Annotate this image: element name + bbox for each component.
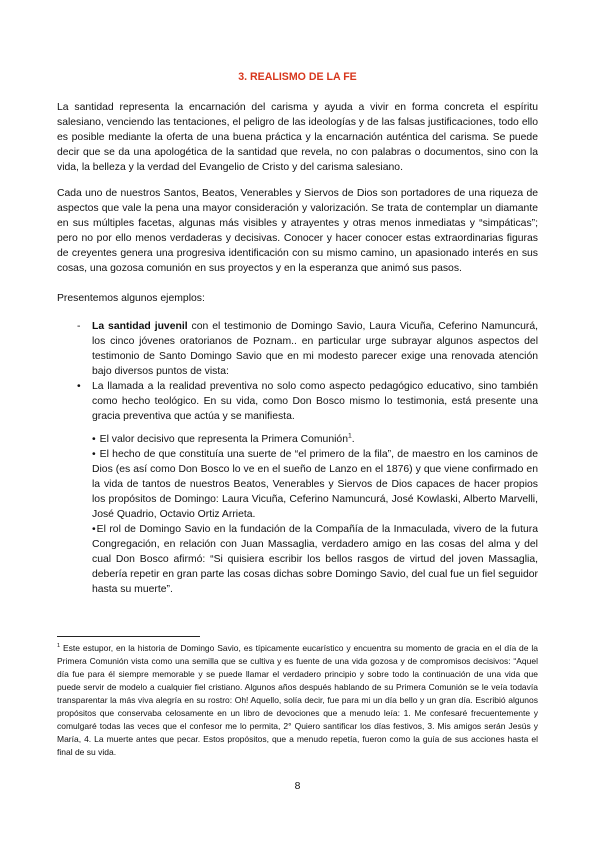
intro-paragraph: Cada uno de nuestros Santos, Beatos, Venerables y Siervos de Dios son portadores de una riqueza de aspectos que vale la pena una mayor consideración y valorización. Se trata de contemplar un diamante en sus múltiples facetas, algunas más visibles y atrayentes y otras menos inmediatas y “simpáticas”; pero no por ello menos verdaderas y decisivas. Conocer y hacer conocer estas extraordinarias figuras de creyentes genera una progresiva identificación con su mismo camino, un apasionado interés en sus cosas, una gozosa comunión en sus proyectos y en la esperanza que animó sus pasos. (57, 188, 538, 274)
footnote-reference: 1 (347, 432, 352, 440)
section-title: 3. REALISMO DE LA FE (238, 71, 357, 83)
footnote-text: Este estupor, en la historia de Domingo Savio, es típicamente eucarístico y encuentra su momento de gracia en el día de la Primera Comunión vista como una semilla que se cultiva y es fuente de una vida gozosa y de compromisos decisivos: “Aquel día fue para él siempre memorable y se puede llamar el verdadero principio y sobre todo la continuación de una vida que puede servir de modelo a cualquier fiel cristiano. Algunos años después hablando de su Primera Comunión se le veía todavía transparentar la más viva alegría en su rostro: Oh! Aquello, solía decir, fue para mi un día bello y un gran día. Escribió algunos propósitos que conservaba celosamente en un libro de devociones que a menudo leía: 1. Me confesaré frecuentemente y comulgaré todas las veces que el confesor me lo permita, 2° Quiero santificar los días festivos, 3. Mis amigos serán Jesús y María, 4. La muerte antes que pecar. Estos propósitos, que a menudo repetía, fueron como la guía de sus acciones hasta el final de su vida. (57, 643, 538, 757)
sub-item-text: El hecho de que constituía una suerte de “el primero de la fila”, de maestro en los caminos de Dios (es así como Don Bosco lo ve en el sueño de Lanzo en el 1876) y que viene confirmado en la vida de tantos de nuestros Beatos, Venerables y Siervos de Dios capaces de hacer propios los propósitos de Domingo: Laura Vicuña, Ceferino Namuncurá, José Kowlaski, Alberto Marvelli, José Quadrio, Octavio Ortiz Arrieta. (92, 449, 538, 520)
sub-item-text: El valor decisivo que representa la Primera Comunión (99, 434, 348, 445)
footnote-number: 1 (57, 643, 61, 650)
bold-lead-text: La santidad juvenil (92, 321, 188, 332)
bullet-marker: • (92, 524, 96, 535)
dash-item-text: con el testimonio de Domingo Savio, Laura Vicuña, Ceferino Namuncurá, los cinco jóvenes oratorianos de Poznam.. en particular urge subrayar algunos aspectos del testimonio de Santo Domingo Savio que en mi modesto parecer exige una renovada atención bajo diversos puntos de vista: (92, 321, 538, 377)
intro-paragraph: La santidad representa la encarnación del carisma y ayuda a vivir en forma concreta el espíritu salesiano, venciendo las tentaciones, el peligro de las ideologías y de las falsas justificaciones, todo ello es posible mediante la oferta de una buena práctica y la encarnación auténtica del carisma. Se puede decir que se da una apologética de la santidad que revela, no con palabras o documentos, sino con la vida, la belleza y la verdad del Evangelio de Cristo y del carisma salesiano. (57, 102, 538, 173)
sub-bullet-item (92, 522, 538, 597)
dash-list-item (57, 319, 538, 379)
bullet-item-text: La llamada a la realidad preventiva no solo como aspecto pedagógico educativo, sino también como hecho teológico. En su vida, como Don Bosco mismo lo testimonia, está presente una gracia preventiva que actúa y se manifiesta. (92, 381, 538, 422)
bullet-list-item (57, 379, 538, 424)
sub-bullet-item (92, 447, 538, 522)
sub-item-text: El rol de Domingo Savio en la fundación de la Compañía de la Inmaculada, vivero de la futura Congregación, en relación con Juan Massaglia, verdadero amigo en las cosas del alma y del cual Don Bosco afirmó: “Si quisiera escribir los bellos rasgos de virtud del joven Massaglia, debería repetir en gran parte las cosas dichas sobre Domingo Savio, del cual fue un fiel seguidor hasta su muerte”. (92, 524, 538, 595)
bullet-marker: • (92, 434, 96, 445)
main-text-block (57, 70, 538, 597)
bullet-marker: • (92, 449, 96, 460)
footnote-separator (57, 636, 200, 637)
sub-bullet-list (92, 432, 538, 597)
sub-bullet-item (92, 432, 538, 447)
sub-item-text-after: . (351, 434, 355, 445)
footnote (57, 642, 538, 759)
page-number: 8 (294, 781, 301, 792)
examples-lead-in: Presentemos algunos ejemplos: (57, 293, 205, 304)
dash-marker: - (77, 321, 81, 332)
bullet-marker: • (77, 381, 81, 392)
